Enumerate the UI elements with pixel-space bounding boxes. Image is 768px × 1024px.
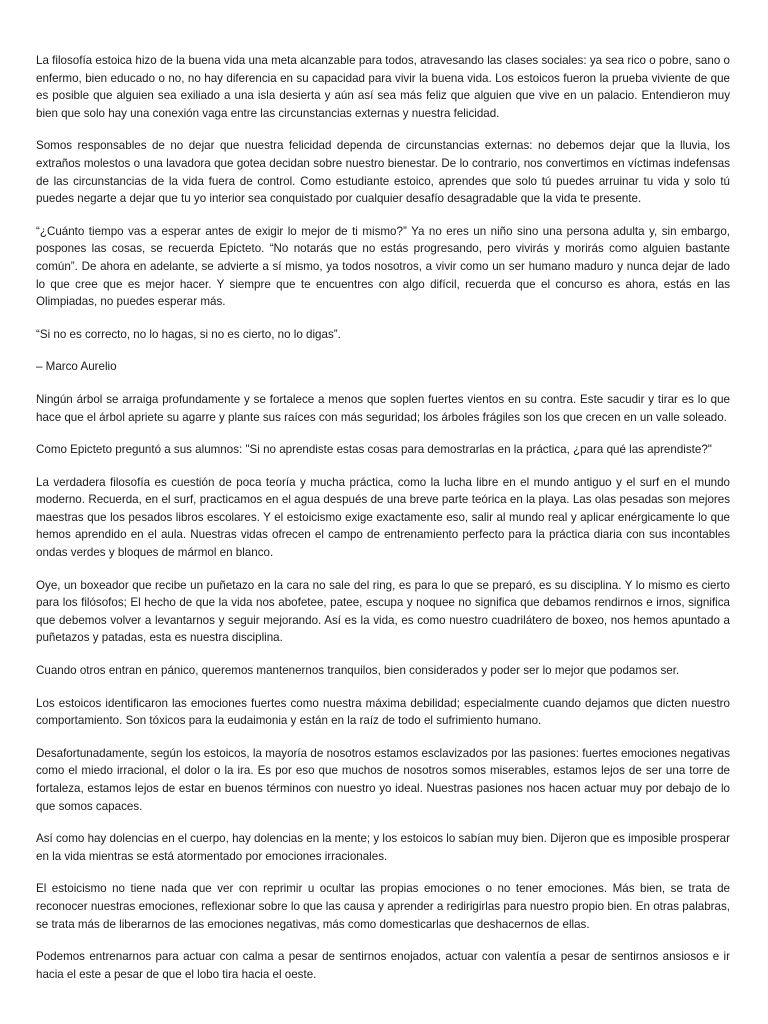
paragraph-9: Los estoicos identificaron las emociones fuertes como nuestra máxima debilidad; especialmente cuando dejamos que dicten nuestro comportamiento. Son tóxicos para la eudaimonia y están en la raíz de todo el sufrimiento humano. [36,696,730,728]
quote-marco-aurelio: “Si no es correcto, no lo hagas, si no es cierto, no lo digas”. [36,327,341,341]
paragraph-1: La filosofía estoica hizo de la buena vida una meta alcanzable para todos, atravesando las clases sociales: ya sea rico o pobre, sano o enfermo, bien educado o no, no hay diferencia en su capacidad para vivir la buena vida. Los estoicos fueron la prueba viviente de que es posible que alguien sea exiliado a una isla desierta y aún así sea más feliz que alguien que vive en un palacio. Entendieron muy bien que solo hay una conexión vaga entre las circunstancias externas y nuestra felicidad. [36,54,730,120]
paragraph-13: Podemos entrenarnos para actuar con calma a pesar de sentirnos enojados, actuar con valentía a pesar de sentirnos ansiosos e ir hacia el este a pesar de que el lobo tira hacia el oeste. [36,950,730,981]
paragraph-2: Somos responsables de no dejar que nuestra felicidad dependa de circunstancias externas: no debemos dejar que la lluvia, los extraños molestos o una lavadora que gotea decidan sobre nuestro bienestar. De lo contrario, nos convertimos en víctimas indefensas de las circunstancias de la vida fuera de control. Como estudiante estoico, aprendes que solo tú puedes arruinar tu vida y solo tú puedes negarte a dejar que tu yo interior sea conquistado por cualquier desafío desagradable que la vida te presente. [36,139,730,206]
quote-attribution: – Marco Aurelio [36,360,117,374]
paragraph-3: “¿Cuánto tiempo vas a esperar antes de exigir lo mejor de ti mismo?” Ya no eres un niño sino una persona adulta y, sin embargo, pospones las cosas, se recuerda Epicteto. “No notarás que no estás progresando, pero vivirás y morirás como alguien bastante común”. De ahora en adelante, se advierte a sí mismo, ya todos nosotros, a vivir como un ser humano maduro y nunca dejar de lado lo que cree que es mejor hacer. Y siempre que te encuentres con algo difícil, recuerda que el concurso es ahora, estás en las Olimpiadas, no puedes esperar más. [36,224,730,309]
paragraph-11: Así como hay dolencias en el cuerpo, hay dolencias en la mente; y los estoicos lo sabían muy bien. Dijeron que es imposible prosperar en la vida mientras se está atormentado por emociones irracionales. [36,832,730,863]
paragraph-8: Cuando otros entran en pánico, queremos mantenernos tranquilos, bien considerados y poder ser lo mejor que podamos ser. [36,664,680,678]
document-page [36,52,730,998]
paragraph-10: Desafortunadamente, según los estoicos, la mayoría de nosotros estamos esclavizados por las pasiones: fuertes emociones negativas como el miedo irracional, el dolor o la ira. Es por eso que muchos de nosotros somos miserables, estamos lejos de ser una torre de fortaleza, estamos lejos de estar en buenos términos con nuestro yo ideal. Nuestras pasiones nos hacen actuar muy por debajo de lo que somos capaces. [36,746,730,813]
paragraph-4: Ningún árbol se arraiga profundamente y se fortalece a menos que soplen fuertes vientos en su contra. Este sacudir y tirar es lo que hace que el árbol apriete su agarre y plante sus raíces con más seguridad; los árboles frágiles son los que crecen en un valle soleado. [36,392,730,424]
paragraph-7: Oye, un boxeador que recibe un puñetazo en la cara no sale del ring, es para lo que se preparó, es su disciplina. Y lo mismo es cierto para los filósofos; El hecho de que la vida nos abofetee, patee, escupa y noquee no significa que debamos rendirnos e irnos, significa que debemos volver a levantarnos y seguir mejorando. Así es la vida, es como nuestro cuadrilátero de boxeo, nos hemos apuntado a puñetazos y patadas, esta es nuestra disciplina. [36,578,730,645]
paragraph-6: La verdadera filosofía es cuestión de poca teoría y mucha práctica, como la lucha libre en el mundo antiguo y el surf en el mundo moderno. Recuerda, en el surf, practicamos en el agua después de una breve parte teórica en la playa. Las olas pesadas son mejores maestras que los pesados libros escolares. Y el estoicismo exige exactamente eso, salir al mundo real y aplicar enérgicamente lo que hemos aprendido en el aula. Nuestras vidas ofrecen el campo de entrenamiento perfecto para la práctica diaria con sus incontables ondas verdes y bloques de mármol en blanco. [36,475,730,560]
paragraph-12: El estoicismo no tiene nada que ver con reprimir u ocultar las propias emociones o no tener emociones. Más bien, se trata de reconocer nuestras emociones, reflexionar sobre lo que las causa y aprender a redirigirlas para nuestro propio bien. En otras palabras, se trata más de liberarnos de las emociones negativas, más como domesticarlas que deshacernos de ellas. [36,882,730,931]
paragraph-5: Como Epicteto preguntó a sus alumnos: "Si no aprendiste estas cosas para demostrarlas en la práctica, ¿para qué las aprendiste?" [36,443,712,457]
